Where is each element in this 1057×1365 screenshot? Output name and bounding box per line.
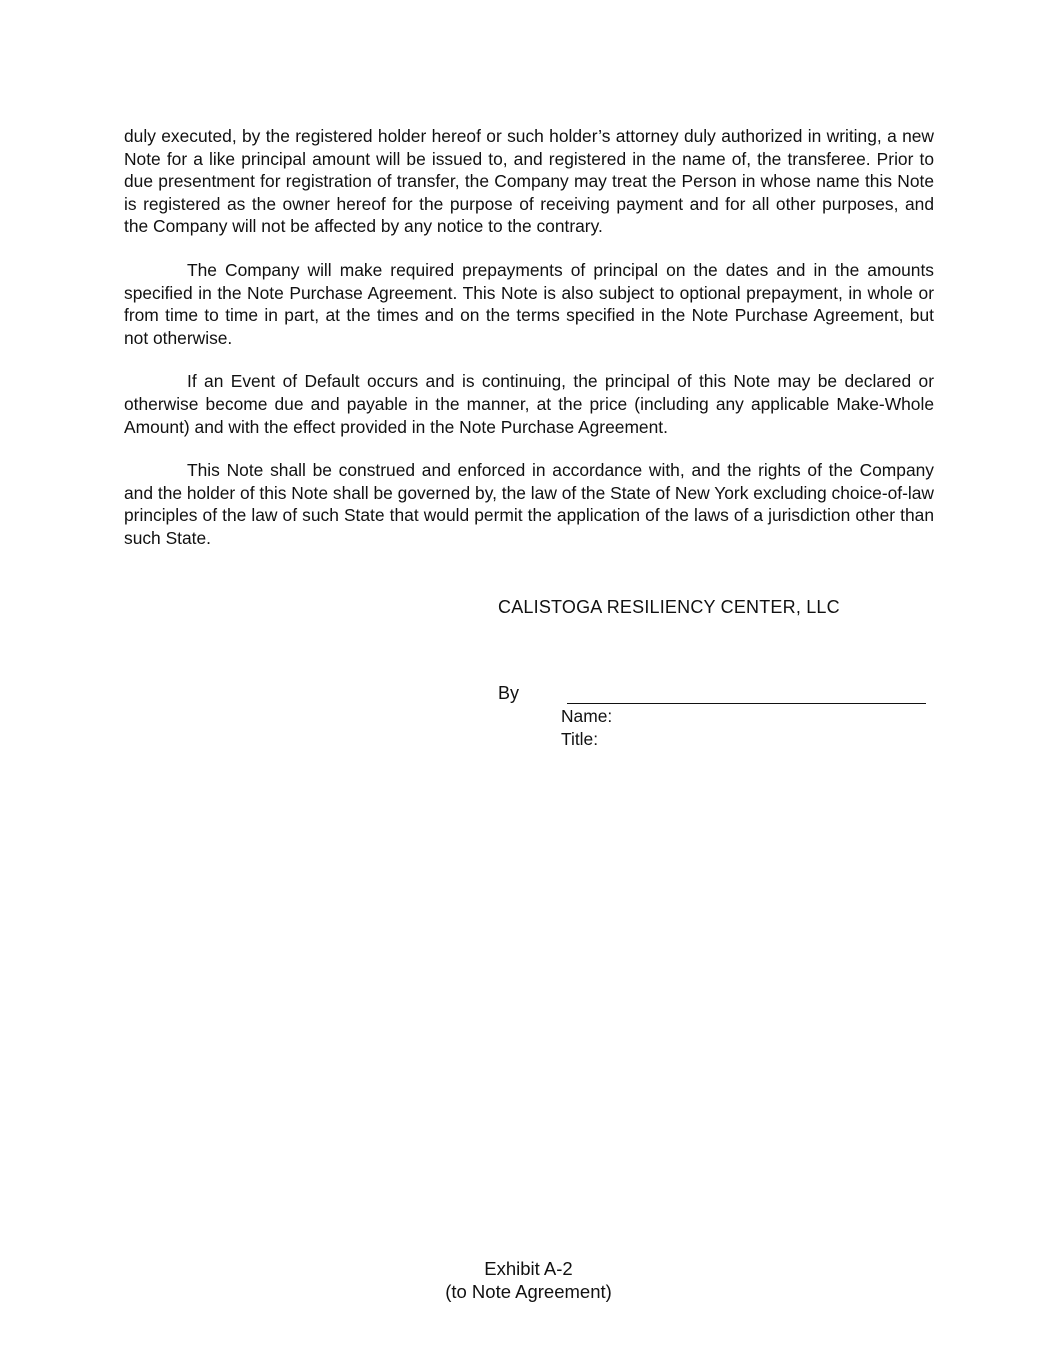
exhibit-subtitle: (to Note Agreement) bbox=[445, 1281, 612, 1302]
company-name: CALISTOGA RESILIENCY CENTER, LLC bbox=[498, 597, 840, 617]
by-label: By bbox=[498, 683, 520, 703]
signature-line bbox=[567, 703, 926, 704]
exhibit-label: Exhibit A-2 bbox=[484, 1258, 573, 1279]
paragraph-prepayment: The Company will make required prepayments of principal on the dates and in the amounts specified in the Note Purchase Agreement. This Note is also subject to optional prepayment, in whole or from time to time in part, at the times and on the terms specified in the Note Purchase Agreement, but not otherwise. bbox=[124, 259, 934, 348]
paragraph-transfer: duly executed, by the registered holder hereof or such holder’s attorney duly authorized in writing, a new Note for a like principal amount will be issued to, and registered in the name of, the transferee. Prior to due presentment for registration of transfer, the Company may treat the Person in whose name this Note is registered as the owner hereof for the purpose of receiving payment and for all other purposes, and the Company will not be affected by any notice to the contrary. bbox=[124, 126, 934, 237]
paragraph-governing-law: This Note shall be construed and enforced in accordance with, and the rights of the Company and the holder of this Note shall be governed by, the law of the State of New York excluding choice-of-law principles of the law of such State that would permit the application of the laws of a jurisdiction other than such State. bbox=[124, 460, 934, 548]
signatory-title-label: Title: bbox=[561, 729, 599, 749]
paragraph-event-of-default: If an Event of Default occurs and is continuing, the principal of this Note may be declared or otherwise become due and payable in the manner, at the price (including any applicable Make-Whole Amount) and with the effect provided in the Note Purchase Agreement. bbox=[124, 371, 934, 437]
note-body bbox=[124, 125, 934, 571]
signatory-name-label: Name: bbox=[561, 706, 613, 726]
